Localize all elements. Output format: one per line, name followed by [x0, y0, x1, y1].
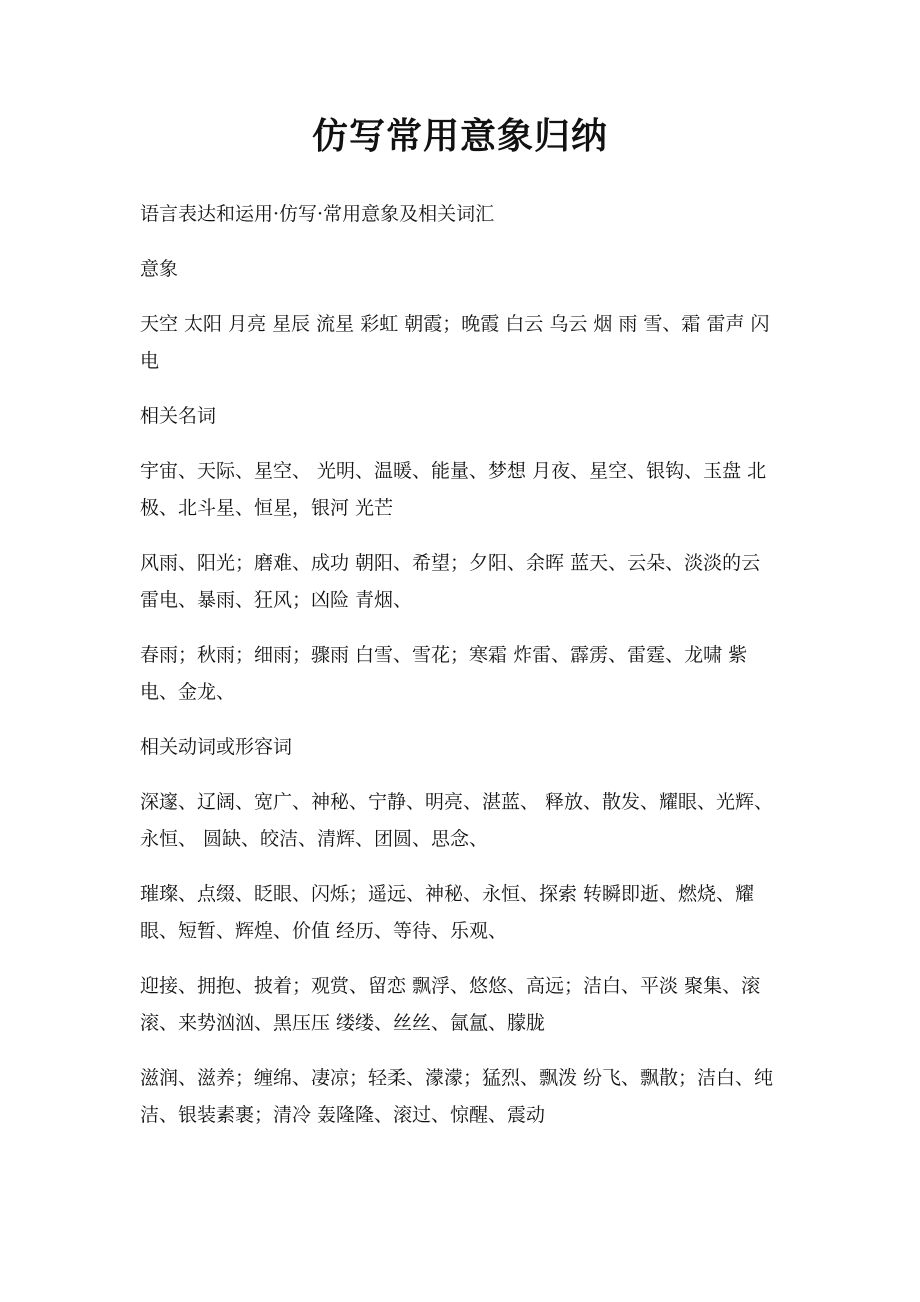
section-heading-verbs-adjectives: 相关动词或形容词: [140, 736, 293, 758]
section-heading-imagery: 意象: [140, 258, 179, 280]
verbs-paragraph-4: 滋润、滋养；缠绵、凄凉；轻柔、濛濛；猛烈、飘泼 纷飞、飘散；洁白、纯洁、银装素裹；清冷 轰隆隆、滚过、惊醒、震动: [140, 1067, 774, 1126]
verbs-paragraph-2: 璀璨、点缀、眨眼、闪烁；遥远、神秘、永恒、探索 转瞬即逝、燃烧、耀眼、短暂、辉煌、价值 经历、等待、乐观、: [140, 883, 755, 942]
subtitle-paragraph: 语言表达和运用·仿写·常用意象及相关词汇: [140, 203, 495, 225]
page-title: 仿写常用意象归纳: [311, 115, 608, 157]
document-body: [140, 196, 784, 1152]
nouns-paragraph-3: 春雨；秋雨；细雨；骤雨 白雪、雪花；寒霜 炸雷、霹雳、雷霆、龙啸 紫电、金龙、: [140, 644, 748, 703]
imagery-list-paragraph: 天空 太阳 月亮 星辰 流星 彩虹 朝霞；晚霞 白云 乌云 烟 雨 雪、霜 雷声 闪电: [140, 313, 770, 372]
verbs-paragraph-3: 迎接、拥抱、披着；观赏、留恋 飘浮、悠悠、高远；洁白、平淡 聚集、滚滚、来势汹汹、黑压压 缕缕、丝丝、氤氲、朦胧: [140, 975, 761, 1034]
section-heading-nouns: 相关名词: [140, 405, 217, 427]
verbs-paragraph-1: 深邃、辽阔、宽广、神秘、宁静、明亮、湛蓝、 释放、散发、耀眼、光辉、永恒、 圆缺、皎洁、清辉、团圆、思念、: [140, 791, 774, 850]
nouns-paragraph-1: 宇宙、天际、星空、 光明、温暖、能量、梦想 月夜、星空、银钩、玉盘 北极、北斗星、恒星，银河 光芒: [140, 460, 767, 519]
nouns-paragraph-2: 风雨、阳光；磨难、成功 朝阳、希望；夕阳、余晖 蓝天、云朵、淡淡的云 雷电、暴雨、狂风；凶险 青烟、: [140, 552, 767, 611]
